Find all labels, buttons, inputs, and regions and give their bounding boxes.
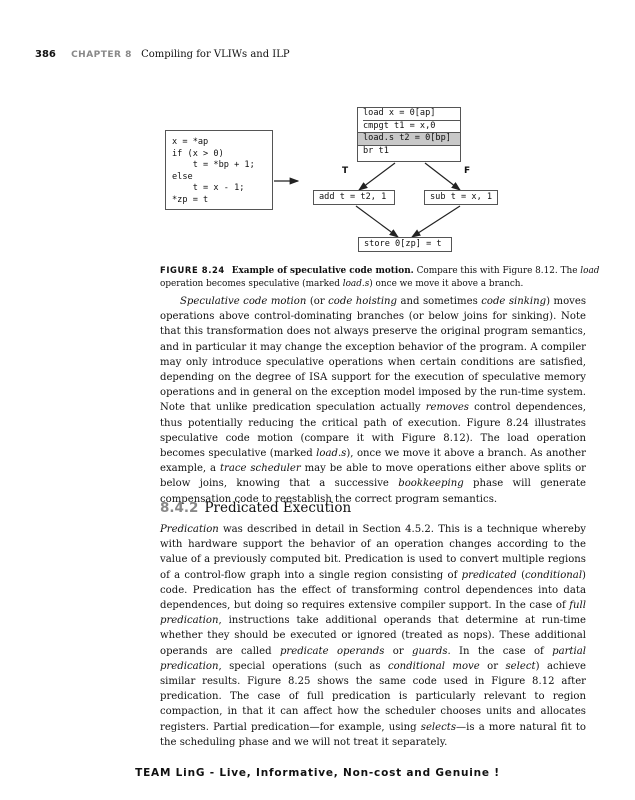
paragraph-speculative-code-motion: Speculative code motion (or code hoisting and sometimes code sinking) moves operations above control-dominating branches (or below joins for sinking). Note that this transformation does not always preserve the original program semantics, and in particular it may change the exception behavior of the program. A compiler may only introduce speculative operations when certain conditions are satisfied, depending on the degree of ISA support for the execution of speculative memory operations and in general on the exception model imposed by the run-time system. Note that unlike predication speculation actually removes control dependences, thus potentially reducing the critical path of execution. Figure 8.24 illustrates speculative code motion (compare it with Figure 8.12). The load operation becomes speculative (marked load.s), once we move it above a branch. As another example, a trace scheduler may be able to move operations either above splits or below joins, knowing that a successive bookkeeping phase will generate compensation code to reestablish the correct program semantics. [160, 296, 587, 505]
false-edge [425, 163, 460, 190]
block-instruction: load x = 0[ap] [363, 108, 436, 118]
speculative-load-instruction: load.s t2 = 0[bp] [358, 132, 460, 146]
figure-label: FIGURE 8.24 [160, 265, 225, 275]
block-instruction: cmpgt t1 = x,0 [363, 120, 460, 133]
block-instruction: br t1 [363, 145, 389, 156]
top-basic-block [357, 107, 461, 162]
join-left-edge [356, 206, 398, 237]
source-line: x = *ap [172, 137, 209, 147]
footer-watermark: TEAM LinG - Live, Informative, Non-cost and Genuine ! [135, 767, 500, 779]
join-right-edge [412, 206, 460, 237]
true-edge [359, 163, 395, 190]
source-line: else [172, 171, 193, 182]
figure-caption: FIGURE 8.24 Example of speculative code motion. Compare this with Figure 8.12. The load operation becomes speculative (marked load.s) once we move it above a branch. [160, 265, 600, 289]
false-basic-block: sub t = x, 1 [424, 190, 498, 205]
source-line: if (x > 0) [172, 148, 224, 159]
true-basic-block: add t = t2, 1 [313, 190, 395, 205]
section-title: Predicated Execution [204, 500, 352, 516]
source-line: t = x - 1; [172, 183, 245, 193]
figure-arrows [0, 0, 635, 260]
paragraph-predication: Predication was described in detail in Section 4.5.2. This is a technique whereby with hardware support the behavior of an operation changes according to the value of a previously computed bit. Predication is used to convert multiple regions of a control-flow graph into a single region consisting of predicated (conditional) code. Predication has the effect of transforming control dependences into data dependences, but doing so requires extensive compiler support. In the case of full predication, instructions take additional operands that determine at run-time whether they should be executed or ignored (treated as nops). These additional operands are called predicate operands or guards. In the case of partial predication, special operations (such as conditional move or select) achieve similar results. Figure 8.25 shows the same code used in Figure 8.12 after predication. The case of full predication is particularly relevant to region compaction, in that it can affect how the scheduler chooses units and allocates registers. Partial predication—for example, using selects—is a more natural fit to the scheduling phase and we will not treat it separately. [160, 524, 586, 748]
chapter-label: CHAPTER 8 [71, 50, 132, 60]
source-line: t = *bp + 1; [172, 160, 255, 170]
figure-8-24 [0, 0, 635, 260]
figure-title: Example of speculative code motion. [231, 266, 414, 276]
false-branch-label: F [464, 166, 471, 176]
chapter-title: Compiling for VLIWs and ILP [141, 49, 290, 60]
source-line: *zp = t [172, 194, 209, 205]
source-code-box [165, 130, 273, 210]
join-basic-block: store 0[zp] = t [358, 237, 452, 252]
page-number: 386 [35, 49, 56, 60]
true-branch-label: T [342, 166, 349, 176]
section-heading [160, 500, 351, 516]
section-number: 8.4.2 [160, 500, 199, 516]
